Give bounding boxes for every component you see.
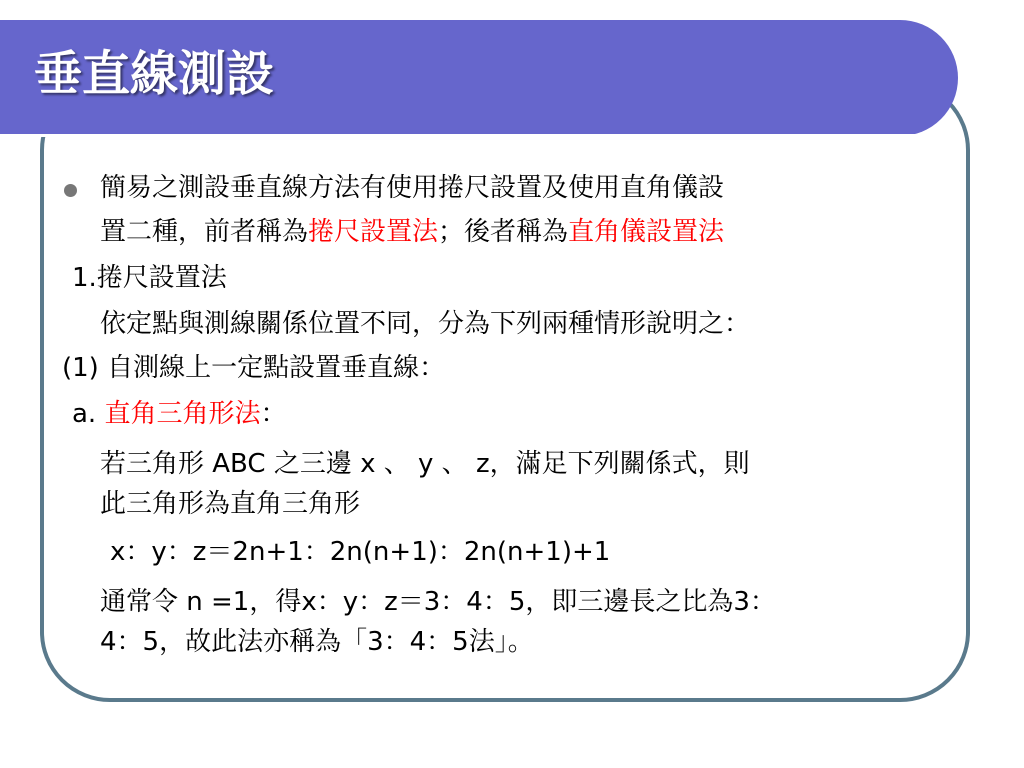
method-suffix: ： [260, 399, 287, 429]
method-prefix: a. [72, 399, 97, 429]
bullet-line-2 [100, 212, 724, 252]
bullet-text-2-middle: ；後者稱為 [438, 217, 569, 247]
case-heading: (1) 自測線上一定點設置垂直線： [62, 353, 446, 383]
tape-method-term: 捲尺設置法 [308, 217, 439, 247]
slide-title: 垂直線測設 [34, 46, 275, 102]
paragraph-2-line-1: 通常令 n =1，得x：y：z＝3：4：5，即三邊長之比為3： [100, 587, 776, 617]
right-triangle-method-term: 直角三角形法 [96, 399, 261, 429]
paragraph-2-line-2: 4：5，故此法亦稱為「3：4：5法」。 [100, 627, 534, 657]
title-underline [0, 134, 920, 137]
bullet-icon [64, 184, 77, 197]
paragraph-1-line-2: 此三角形為直角三角形 [100, 489, 361, 519]
paragraph-1-line-1: 若三角形 ABC 之三邊 x 、 y 、 z，滿足下列關係式，則 [100, 449, 750, 479]
bullet-line-1 [100, 168, 724, 208]
intro-text: 依定點與測線關係位置不同，分為下列兩種情形說明之： [100, 309, 751, 339]
bullet-text-1: 簡易之測設垂直線方法有使用捲尺設置及使用直角儀設 [100, 173, 725, 203]
right-angle-instrument-term: 直角儀設置法 [568, 217, 725, 247]
ratio-formula: x：y：z＝2n+1：2n(n+1)：2n(n+1)+1 [110, 537, 611, 567]
method-heading [72, 394, 286, 434]
section-heading: 1.捲尺設置法 [72, 263, 227, 293]
bullet-text-2-prefix: 置二種，前者稱為 [100, 217, 309, 247]
